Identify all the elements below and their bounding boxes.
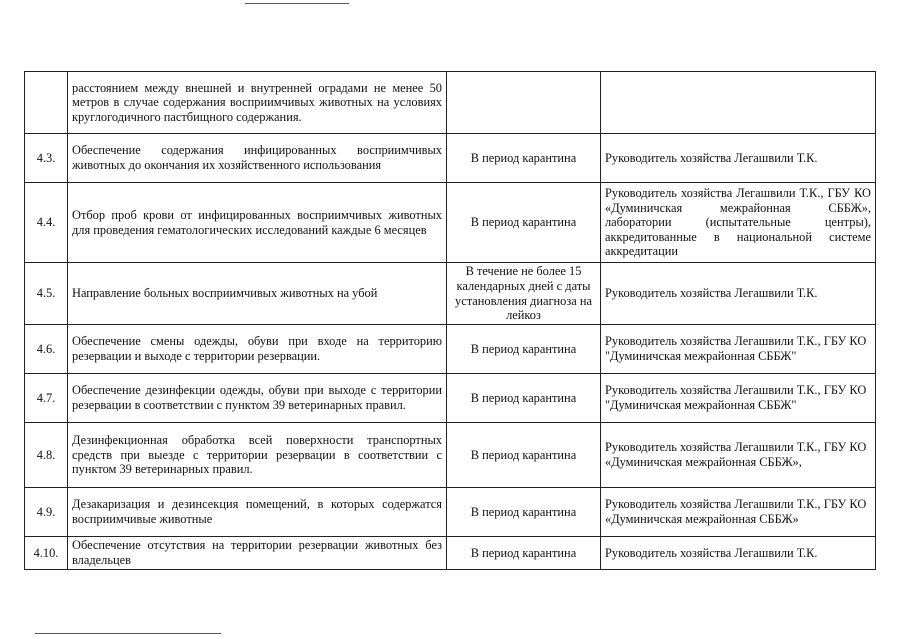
- measure-term: В период карантина: [447, 134, 601, 183]
- measure-term: В период карантина: [447, 374, 601, 423]
- table-row: [25, 72, 876, 134]
- item-number: 4.7.: [25, 374, 68, 423]
- item-number: 4.6.: [25, 325, 68, 374]
- measure-responsible: Руководитель хозяйства Легашвили Т.К.: [601, 263, 876, 325]
- measure-text: Обеспечение смены одежды, обуви при входе на территорию резервации и выходе с территории резервации.: [68, 325, 447, 374]
- measure-term: В период карантина: [447, 325, 601, 374]
- measure-text: Дезинфекционная обработка всей поверхности транспортных средств при выезде с территории резервации в соответствии с пунктом 39 ветеринарных правил.: [68, 423, 447, 488]
- table-row: [25, 134, 876, 183]
- measure-responsible: Руководитель хозяйства Легашвили Т.К.: [601, 537, 876, 570]
- measure-term: В период карантина: [447, 537, 601, 570]
- footnote-rule: [35, 633, 221, 634]
- measure-text: Обеспечение содержания инфицированных восприимчивых животных до окончания их хозяйственного использования: [68, 134, 447, 183]
- measure-responsible: Руководитель хозяйства Легашвили Т.К., ГБУ КО "Думиничская межрайонная СББЖ": [601, 374, 876, 423]
- quarantine-measures-table: [24, 71, 876, 570]
- table-row: [25, 423, 876, 488]
- item-number: [25, 72, 68, 134]
- table-row: [25, 374, 876, 423]
- item-number: 4.3.: [25, 134, 68, 183]
- measure-responsible: Руководитель хозяйства Легашвили Т.К., ГБУ КО «Думиничская межрайонная СББЖ», лаборатории (испытательные центры), аккредитованные в национальной системе аккредитации: [601, 183, 876, 263]
- measure-text: расстоянием между внешней и внутренней оградами не менее 50 метров в случае содержания восприимчивых животных на условиях круглогодичного пастбищного содержания.: [68, 72, 447, 134]
- measure-responsible: Руководитель хозяйства Легашвили Т.К., ГБУ КО «Думиничская межрайонная СББЖ»,: [601, 423, 876, 488]
- item-number: 4.10.: [25, 537, 68, 570]
- measure-text: Направление больных восприимчивых животных на убой: [68, 263, 447, 325]
- measure-text: Обеспечение дезинфекции одежды, обуви при выходе с территории резервации в соответствии с пунктом 39 ветеринарных правил.: [68, 374, 447, 423]
- table-row: [25, 488, 876, 537]
- table-row: [25, 325, 876, 374]
- measure-term: В период карантина: [447, 488, 601, 537]
- measure-term: В период карантина: [447, 423, 601, 488]
- table-row: [25, 537, 876, 570]
- measure-term: В период карантина: [447, 183, 601, 263]
- measure-responsible: [601, 72, 876, 134]
- measure-responsible: Руководитель хозяйства Легашвили Т.К., ГБУ КО «Думиничская межрайонная СББЖ»: [601, 488, 876, 537]
- item-number: 4.5.: [25, 263, 68, 325]
- top-rule: [245, 3, 349, 4]
- table-row: [25, 263, 876, 325]
- measure-text: Обеспечение отсутствия на территории резервации животных без владельцев: [68, 537, 447, 570]
- item-number: 4.8.: [25, 423, 68, 488]
- item-number: 4.4.: [25, 183, 68, 263]
- measure-responsible: Руководитель хозяйства Легашвили Т.К.: [601, 134, 876, 183]
- measure-text: Дезакаризация и дезинсекция помещений, в которых содержатся восприимчивые животные: [68, 488, 447, 537]
- measure-responsible: Руководитель хозяйства Легашвили Т.К., ГБУ КО "Думиничская межрайонная СББЖ": [601, 325, 876, 374]
- table-row: [25, 183, 876, 263]
- measure-text: Отбор проб крови от инфицированных восприимчивых животных для проведения гематологических исследований каждые 6 месяцев: [68, 183, 447, 263]
- measure-term: [447, 72, 601, 134]
- item-number: 4.9.: [25, 488, 68, 537]
- measure-term: В течение не более 15 календарных дней с даты установления диагноза на лейкоз: [447, 263, 601, 325]
